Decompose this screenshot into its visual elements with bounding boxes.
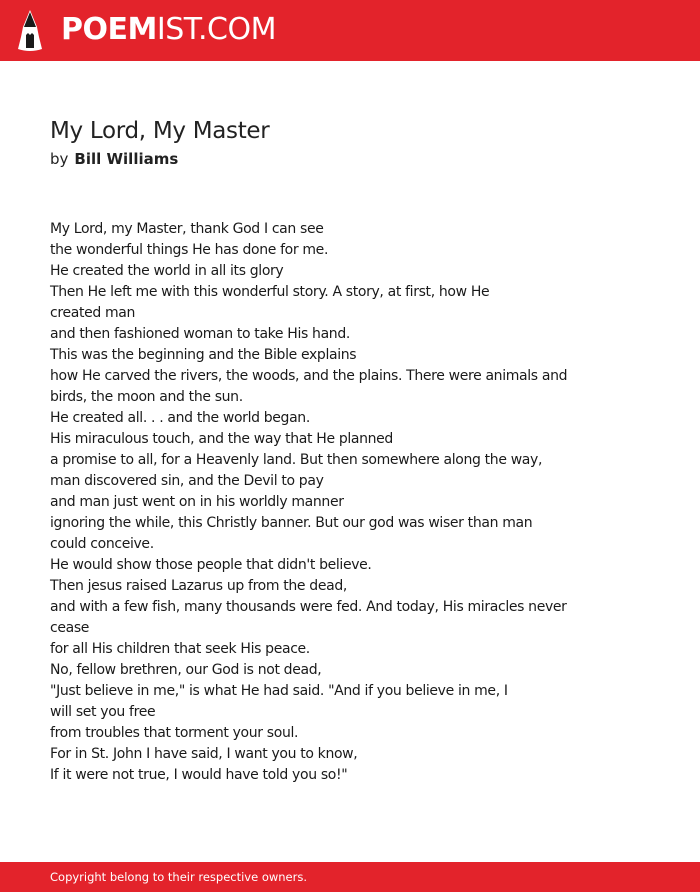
poem-line: a promise to all, for a Heavenly land. But then somewhere along the way,	[50, 452, 543, 468]
byline	[50, 149, 178, 169]
poem-line: could conceive.	[50, 536, 154, 552]
site-footer	[0, 862, 700, 892]
poem-line: from troubles that torment your soul.	[50, 725, 299, 741]
byline-prefix: by	[50, 150, 69, 168]
copyright-notice: Copyright belong to their respective owners.	[50, 870, 308, 884]
poem-line: If it were not true, I would have told you so!"	[50, 767, 348, 783]
poem-line: He would show those people that didn't believe.	[50, 557, 372, 573]
poem-line: My Lord, my Master, thank God I can see	[50, 221, 324, 237]
poem-line: Then He left me with this wonderful story. A story, at first, how He	[50, 284, 490, 300]
poem-line: the wonderful things He has done for me.	[50, 242, 329, 258]
poem-line: His miraculous touch, and the way that He planned	[50, 431, 393, 447]
poem-line: "Just believe in me," is what He had said. "And if you believe in me, I	[50, 683, 508, 699]
poem-line: He created all. . . and the world began.	[50, 410, 310, 426]
poem-line: birds, the moon and the sun.	[50, 389, 243, 405]
logo-light-text: IST.COM	[156, 12, 276, 47]
poem-body	[50, 219, 610, 786]
poem-line: will set you free	[50, 704, 156, 720]
poem-line: No, fellow brethren, our God is not dead,	[50, 662, 322, 678]
site-header	[0, 0, 700, 61]
poem-line: For in St. John I have said, I want you to know,	[50, 746, 358, 762]
poem-line: ignoring the while, this Christly banner. But our god was wiser than man	[50, 515, 533, 531]
poem-line: how He carved the rivers, the woods, and the plains. There were animals and	[50, 368, 568, 384]
poem-line: This was the beginning and the Bible explains	[50, 347, 357, 363]
poem-line: He created the world in all its glory	[50, 263, 284, 279]
poem-line: cease	[50, 620, 90, 636]
poem-line: and with a few fish, many thousands were fed. And today, His miracles never	[50, 599, 567, 615]
poem-line: for all His children that seek His peace.	[50, 641, 310, 657]
poem-line: and man just went on in his worldly manner	[50, 494, 344, 510]
poem-line: man discovered sin, and the Devil to pay	[50, 473, 324, 489]
logo-bold-text: POEM	[61, 12, 157, 47]
author-name: Bill Williams	[74, 150, 179, 168]
poem-line: and then fashioned woman to take His hand.	[50, 326, 350, 342]
poem-line: Then jesus raised Lazarus up from the dead,	[50, 578, 347, 594]
site-logo[interactable]	[61, 12, 276, 48]
pencil-nib-icon	[17, 9, 43, 52]
poem-title: My Lord, My Master	[50, 118, 270, 144]
poem-line: created man	[50, 305, 136, 321]
